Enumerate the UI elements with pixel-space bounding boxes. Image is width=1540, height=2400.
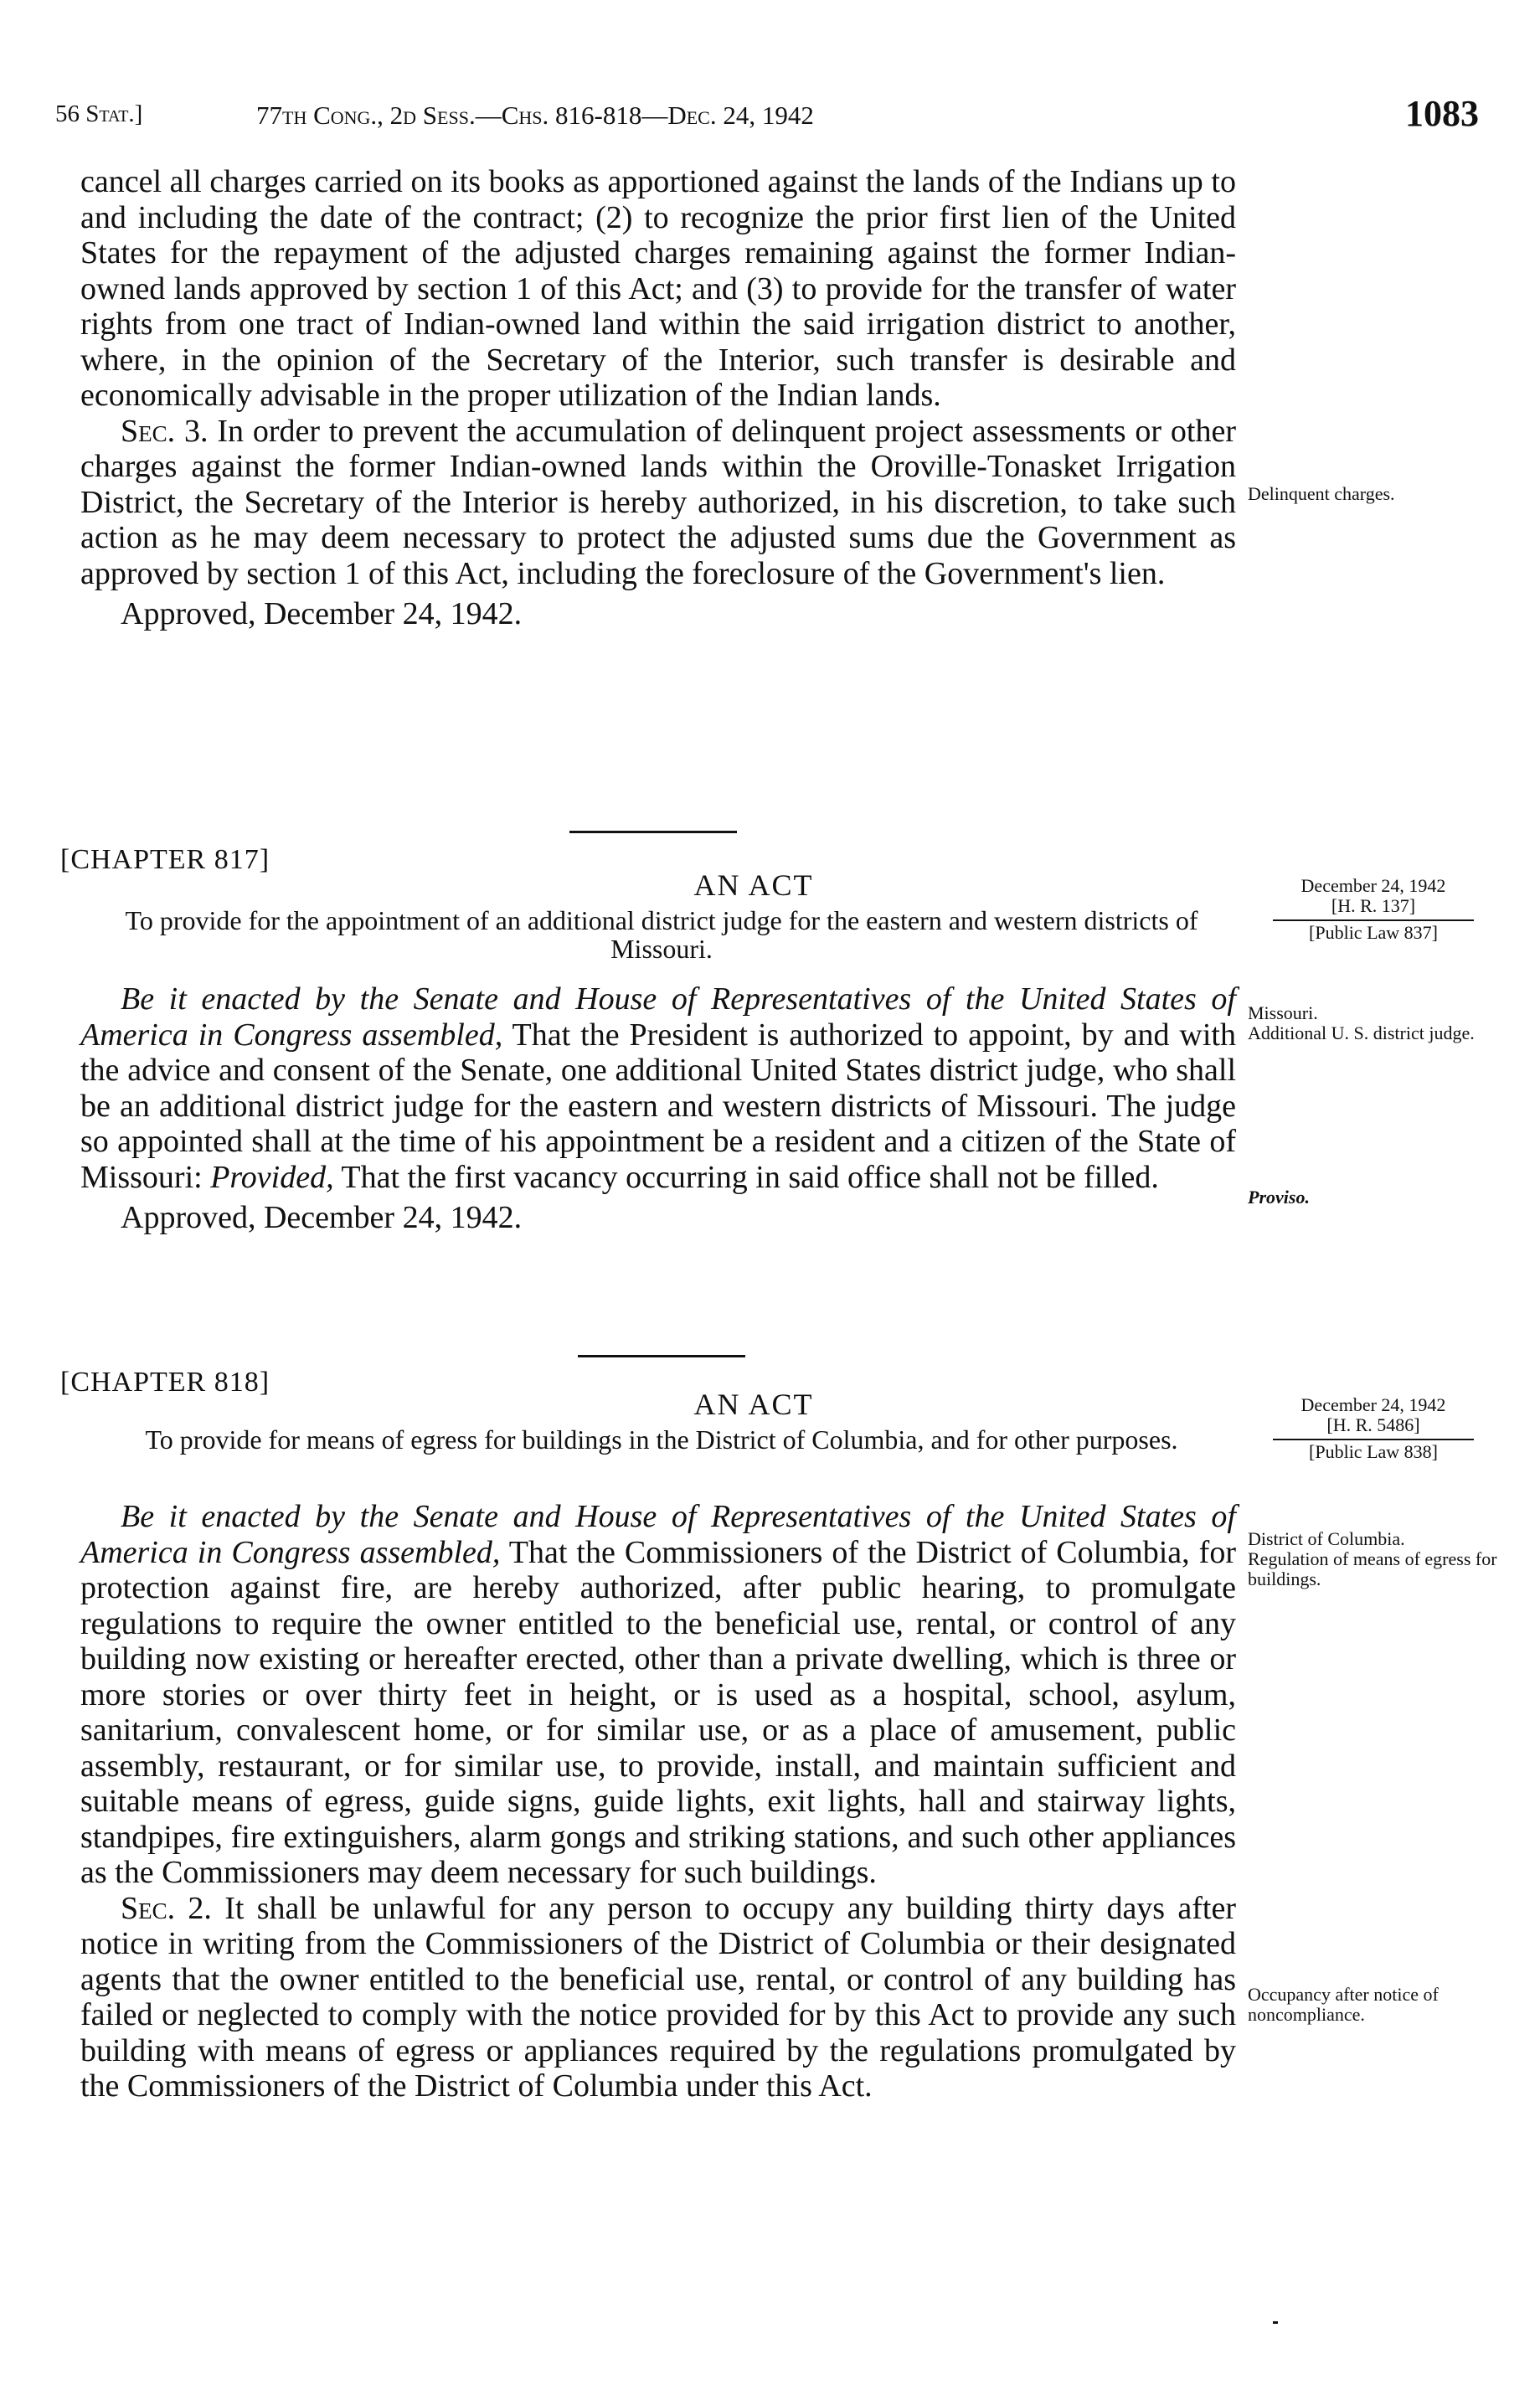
- section-2-paragraph: [80, 1891, 1236, 2104]
- enactment-date: December 24, 1942: [1301, 875, 1446, 896]
- margin-note-text: Additional U. S. district judge.: [1248, 1022, 1475, 1043]
- enactment-info: [1248, 1395, 1499, 1435]
- side-rule: [1273, 1439, 1474, 1440]
- enacting-paragraph: [80, 1499, 1236, 1891]
- approval-line: Approved, December 24, 1942.: [121, 596, 523, 631]
- section-divider: [569, 831, 737, 833]
- enactment-date: December 24, 1942: [1301, 1394, 1446, 1415]
- bill-number: [H. R. 137]: [1331, 895, 1416, 916]
- page-number: 1083: [1405, 93, 1479, 134]
- section-label: Sec. 3.: [121, 413, 209, 449]
- section-text: In order to prevent the accumulation of delinquent project assessments or other charges against the former Indian-owned lands within the Oroville-Tonasket Irrigation District, the Secretary of the Interior is hereby authorized, in his discretion, to take such action as he may deem necessary to protect the adjusted sums due the Government as approved by section 1 of this Act, including the foreclosure of the Government's lien.: [80, 413, 1236, 591]
- act-title: AN ACT: [693, 868, 814, 902]
- margin-note-text: Missouri.: [1248, 1002, 1318, 1023]
- public-law-number: [Public Law 837]: [1309, 922, 1438, 943]
- margin-note-text: Delinquent charges.: [1248, 483, 1395, 504]
- proviso-note: [1248, 1187, 1499, 1208]
- margin-note-text: Occupancy after notice of noncompliance.: [1248, 1984, 1439, 2025]
- public-law-number: [Public Law 838]: [1309, 1441, 1438, 1462]
- continued-section: [80, 164, 1236, 632]
- margin-note-text: Proviso.: [1248, 1187, 1310, 1208]
- chapter-label: [CHAPTER 817]: [60, 844, 270, 875]
- enacting-paragraph: [80, 981, 1236, 1195]
- act-purpose: To provide for the appointment of an additional district judge for the eastern and western districts of Missouri.: [125, 905, 1198, 964]
- enactment-info: [1248, 876, 1499, 916]
- print-mark: [1273, 2321, 1278, 2324]
- proviso-word: Provided,: [210, 1159, 334, 1195]
- public-law-box: [1248, 923, 1499, 943]
- side-rule: [1273, 919, 1474, 921]
- volume-reference: 56 Stat.]: [55, 100, 143, 127]
- enacting-clause: Be it enacted by the Senate and House of Representatives of the United States of America in Congress assembled,: [80, 1499, 1236, 1570]
- section-label: Sec. 2.: [121, 1890, 212, 1926]
- act-text: That the President is authorized to appoint, by and with the advice and consent of the Senate, one additional United States district judge, who shall be an additional district judge for the eastern and western districts of Missouri. The judge so appointed shall at the time of his appointment be a resident and a citizen of the State of Missouri:: [80, 1017, 1236, 1195]
- act-text-continued: That the first vacancy occurring in said office shall not be filled.: [341, 1159, 1159, 1195]
- bill-number: [H. R. 5486]: [1326, 1414, 1420, 1435]
- margin-note-text: District of Columbia.: [1248, 1528, 1405, 1549]
- chapter-818-body: [80, 1499, 1236, 2104]
- enacting-clause: Be it enacted by the Senate and House of Representatives of the United States of America in Congress assembled,: [80, 981, 1236, 1053]
- margin-note: [1248, 484, 1499, 504]
- chapter-817-body: [80, 981, 1236, 1236]
- paragraph: cancel all charges carried on its books as apportioned against the lands of the Indians up to and including the date of the contract; (2) to recognize the prior first lien of the United States for the repayment of the adjusted charges remaining against the former Indian-owned lands approved by section 1 of this Act; and (3) to provide for the transfer of water rights from one tract of Indian-owned land within the said irrigation district to another, where, in the opinion of the Secretary of the Interior, such transfer is desirable and economically advisable in the proper utilization of the Indian lands.: [80, 164, 1236, 413]
- section-3-paragraph: [80, 414, 1236, 592]
- margin-notes: [1248, 1003, 1499, 1043]
- congress-session-line: 77th Cong., 2d Sess.—Chs. 816-818—Dec. 24, 1942: [256, 100, 814, 130]
- section-text: It shall be unlawful for any person to occupy any building thirty days after notice in writing from the Commissioners of the District of Columbia or their designated agents that the owner entitled to the beneficial use, rental, or control of any building has failed or neglected to comply with the notice provided for by this Act to provide any such building with means of egress or appliances required by the regulations promulgated by the Commissioners of the District of Columbia under this Act.: [80, 1890, 1236, 2104]
- approval-line: Approved, December 24, 1942.: [121, 1200, 523, 1235]
- act-purpose: To provide for means of egress for buildings in the District of Columbia, and for other purposes.: [145, 1424, 1178, 1455]
- margin-note: [1248, 1985, 1499, 2025]
- margin-notes: [1248, 1529, 1499, 1589]
- section-divider: [578, 1355, 745, 1357]
- margin-note-text: Regulation of means of egress for buildings.: [1248, 1548, 1497, 1589]
- act-text: That the Commissioners of the District of Columbia, for protection against fire, are hereby authorized, after public hearing, to promulgate regulations to require the owner entitled to the beneficial use, rental, or control of any building now existing or hereafter erected, other than a private dwelling, which is three or more stories or over thirty feet in height, or is used as a hospital, school, asylum, sanitarium, convalescent home, or for similar use, or as a place of amusement, public assembly, restaurant, or for similar use, to provide, install, and maintain sufficient and suitable means of egress, guide signs, guide lights, exit lights, hall and stairway lights, standpipes, fire extinguishers, alarm gongs and striking stations, and such other appliances as the Commissioners may deem necessary for such buildings.: [80, 1534, 1236, 1890]
- public-law-box: [1248, 1442, 1499, 1462]
- act-title: AN ACT: [693, 1388, 814, 1421]
- chapter-label: [CHAPTER 818]: [60, 1367, 270, 1398]
- running-header: [55, 92, 1479, 142]
